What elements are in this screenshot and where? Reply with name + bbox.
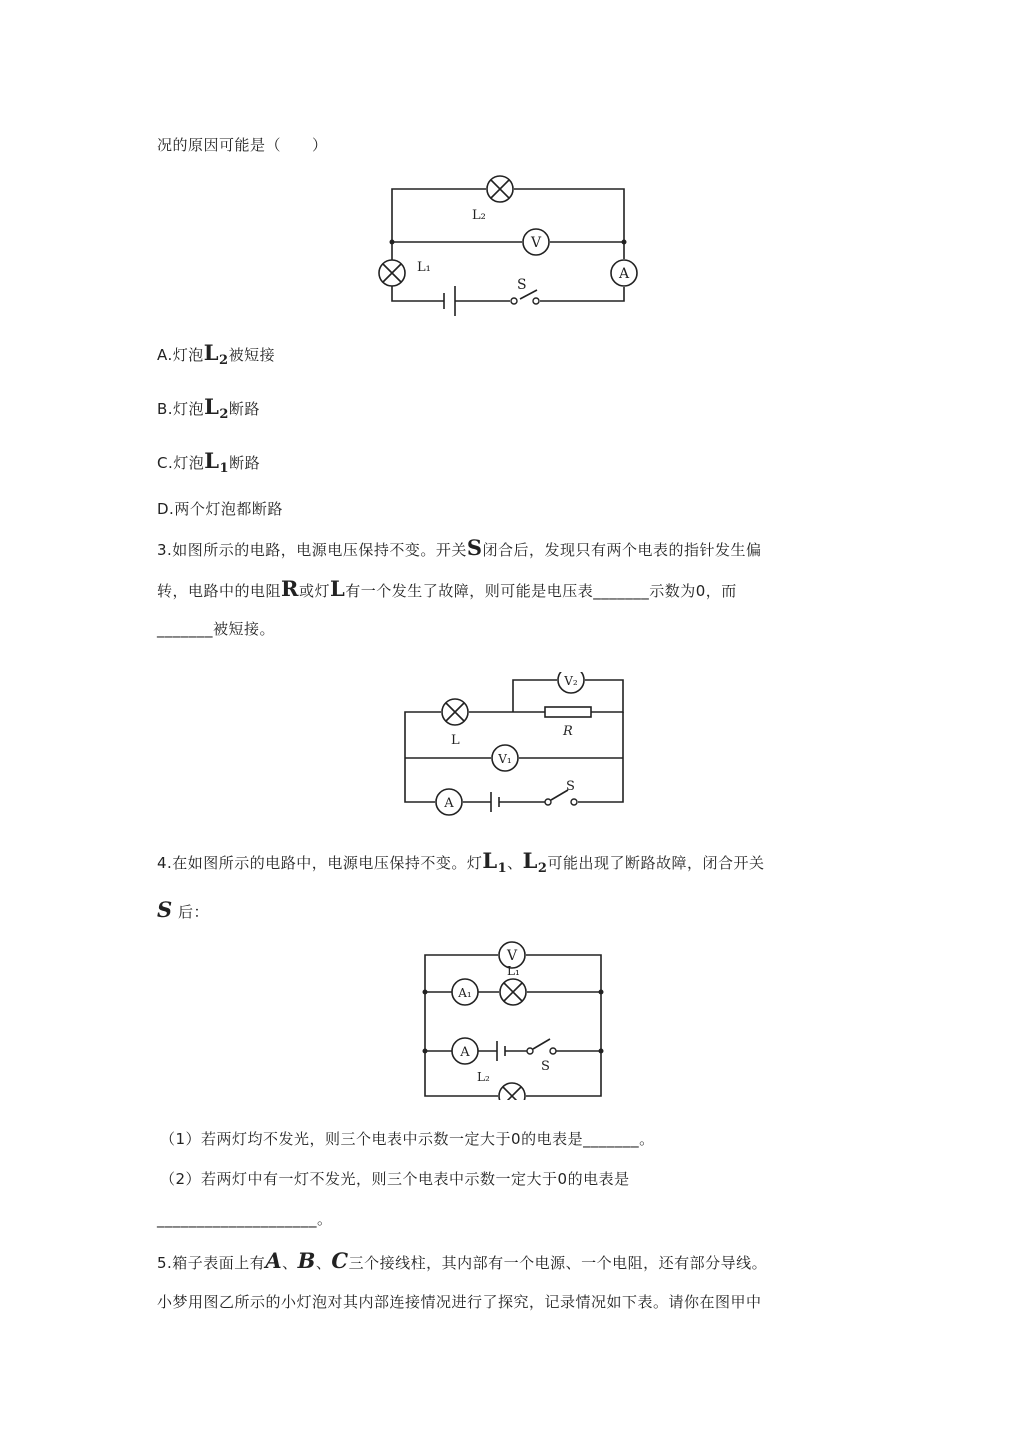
label-v: V: [506, 948, 518, 964]
label-s: S: [541, 1059, 550, 1074]
lamp-l-icon: [442, 699, 468, 725]
q5-line2: 小梦用图乙所示的小灯泡对其内部连接情况进行了探究，记录情况如下表。请你在图甲中: [157, 1293, 762, 1311]
q4-line1: 4.在如图所示的电路中，电源电压保持不变。灯$L_1$、$L_2$可能出现了断路故障，闭合开关: [157, 848, 765, 876]
q4-sub-question-2: （2）若两灯中有一灯不发光，则三个电表中示数一定大于0的电表是: [160, 1170, 630, 1188]
label-l2: L₂: [472, 208, 486, 223]
lamp-l2-icon: [487, 176, 513, 202]
label-v2: V₂: [564, 674, 578, 688]
voltmeter-label: V: [530, 235, 542, 251]
q2-circuit-diagram: [360, 170, 650, 320]
q2-option-b[interactable]: B.灯泡$L_2$断路: [157, 394, 260, 422]
lamp-l1-icon: [500, 979, 526, 1005]
q4-sub-question-2-blank: ____________________。: [157, 1210, 333, 1228]
q3-line2: 转，电路中的电阻R或灯L有一个发生了故障，则可能是电压表_______示数为0，而: [157, 576, 737, 601]
label-v1: V₁: [498, 752, 512, 766]
label-l: L: [451, 733, 460, 748]
label-l1: L₁: [507, 964, 520, 978]
q4-sub-question-1: （1）若两灯均不发光，则三个电表中示数一定大于0的电表是_______。: [160, 1130, 655, 1148]
q4-line2: S 后：: [157, 897, 209, 922]
label-a: A: [460, 1045, 470, 1060]
q5-line1: 5.箱子表面上有A、B、C三个接线柱，其内部有一个电源、一个电阻，还有部分导线。: [157, 1248, 768, 1273]
label-l1: L₁: [417, 260, 431, 275]
q3-circuit-diagram: [395, 672, 635, 822]
label-a: A: [444, 796, 454, 811]
q2-option-c[interactable]: C.灯泡$L_1$断路: [157, 448, 261, 476]
label-a1: A₁: [458, 986, 472, 1000]
q3-line1: 3.如图所示的电路，电源电压保持不变。开关S闭合后，发现只有两个电表的指针发生偏: [157, 535, 762, 560]
q4-circuit-diagram: [415, 940, 615, 1100]
lamp-l2-icon: [499, 1083, 525, 1100]
lamp-l1-icon: [379, 260, 405, 286]
q2-stem-end: 况的原因可能是（ ）: [157, 136, 328, 154]
q3-line3: _______被短接。: [157, 620, 276, 638]
label-r: R: [563, 724, 573, 739]
resistor-icon: [545, 707, 591, 717]
label-s: S: [566, 779, 575, 794]
q2-option-a[interactable]: A.灯泡$L_2$被短接: [157, 340, 276, 368]
q2-option-d[interactable]: D.两个灯泡都断路: [157, 500, 283, 518]
ammeter-label: A: [618, 266, 630, 282]
label-s: S: [517, 277, 527, 293]
label-l2: L₂: [477, 1070, 490, 1084]
